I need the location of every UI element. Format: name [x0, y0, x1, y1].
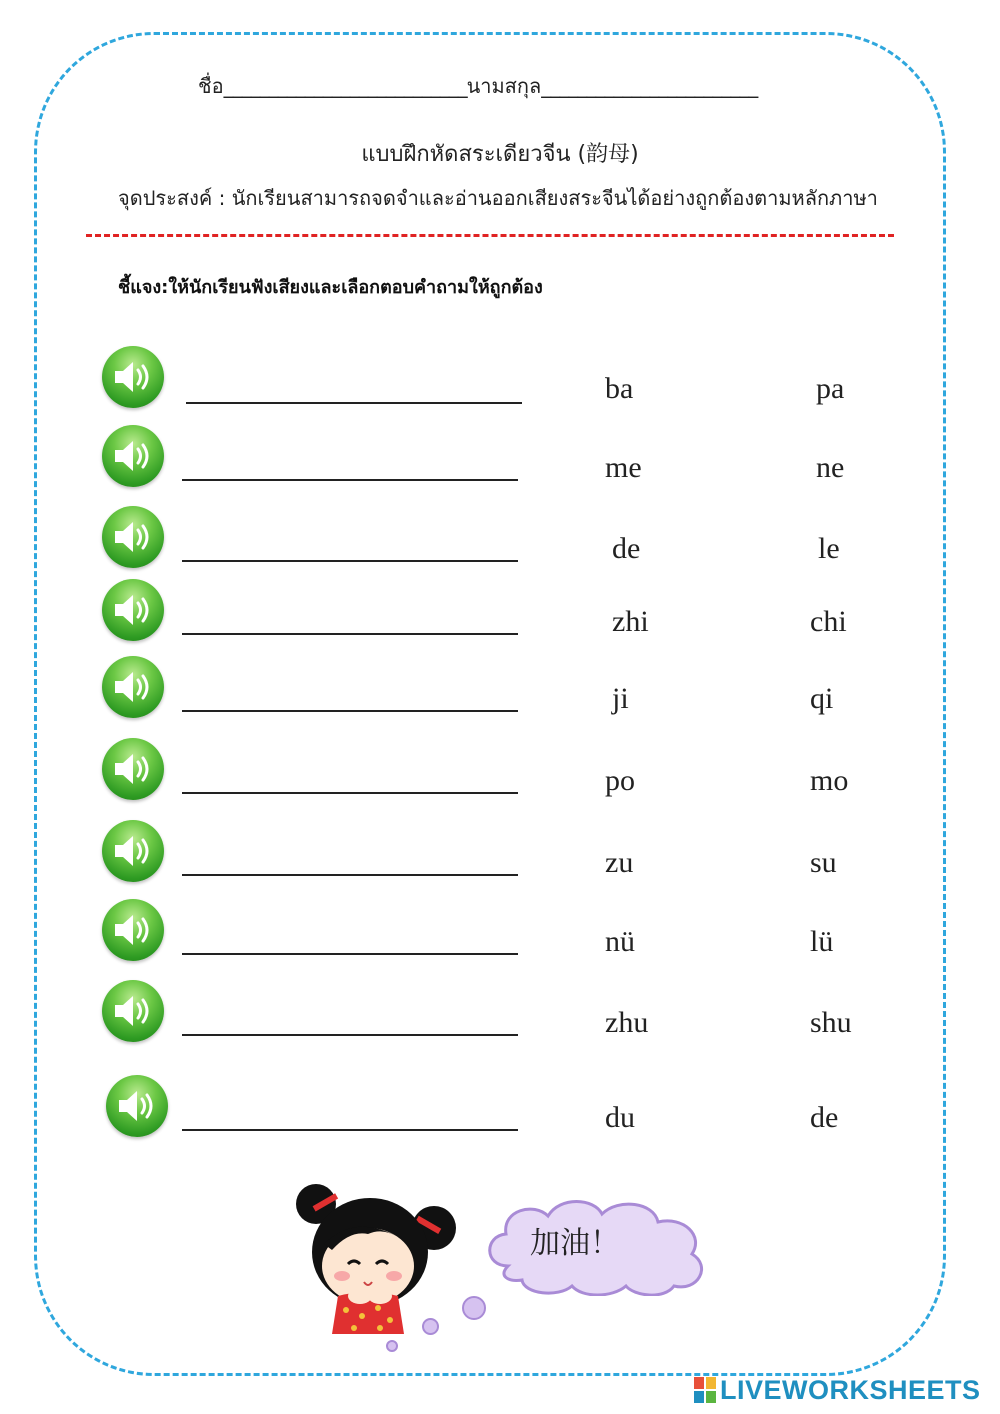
- question-row: [0, 579, 1000, 649]
- option-b[interactable]: de: [810, 1101, 839, 1134]
- option-a[interactable]: nü: [605, 925, 635, 958]
- question-row: [0, 346, 1000, 416]
- speaker-icon[interactable]: [102, 899, 164, 961]
- speaker-icon[interactable]: [102, 820, 164, 882]
- thought-bubble-small: [386, 1340, 398, 1352]
- option-a[interactable]: zhi: [612, 605, 649, 638]
- speaker-icon[interactable]: [102, 506, 164, 568]
- question-row: [0, 738, 1000, 808]
- thought-bubble-large: [462, 1296, 486, 1320]
- answer-blank[interactable]: [182, 792, 518, 794]
- worksheet-title: แบบฝึกหัดสระเดียวจีน (韵母): [361, 142, 639, 167]
- answer-blank[interactable]: [186, 402, 522, 404]
- option-a[interactable]: zu: [605, 846, 634, 879]
- option-b[interactable]: ne: [816, 451, 845, 484]
- last-name-blank[interactable]: ________________________: [541, 74, 758, 98]
- question-row: [0, 425, 1000, 495]
- option-b[interactable]: su: [810, 846, 837, 879]
- option-b[interactable]: chi: [810, 605, 847, 638]
- first-name-blank[interactable]: ___________________________: [223, 74, 467, 98]
- thought-bubble-medium: [422, 1318, 439, 1335]
- speaker-icon[interactable]: [102, 656, 164, 718]
- speaker-icon[interactable]: [102, 346, 164, 408]
- option-b[interactable]: mo: [810, 764, 849, 797]
- girl-illustration: [284, 1184, 464, 1344]
- option-b[interactable]: qi: [810, 682, 834, 715]
- first-name-label: ชื่อ: [198, 74, 224, 98]
- option-b[interactable]: pa: [816, 372, 845, 405]
- answer-blank[interactable]: [182, 874, 518, 876]
- brand-name: LIVEWORKSHEETS: [720, 1374, 981, 1405]
- answer-blank[interactable]: [182, 710, 518, 712]
- question-row: [0, 1075, 1000, 1145]
- question-row: [0, 820, 1000, 890]
- speaker-icon[interactable]: [106, 1075, 168, 1137]
- option-b[interactable]: le: [818, 532, 840, 565]
- option-a[interactable]: du: [605, 1101, 635, 1134]
- answer-blank[interactable]: [182, 1129, 518, 1131]
- question-row: [0, 899, 1000, 969]
- instruction: ชี้แจง:ให้นักเรียนฟังเสียงและเลือกตอบคำถามให้ถูกต้อง: [118, 277, 543, 298]
- answer-blank[interactable]: [182, 479, 518, 481]
- name-fields: [198, 70, 818, 102]
- option-a[interactable]: me: [605, 451, 642, 484]
- option-a[interactable]: ji: [612, 682, 629, 715]
- brand-footer: [694, 1375, 981, 1405]
- brand-logo-icon: [694, 1377, 716, 1403]
- speaker-icon[interactable]: [102, 579, 164, 641]
- option-a[interactable]: zhu: [605, 1006, 649, 1039]
- option-a[interactable]: ba: [605, 372, 634, 405]
- answer-blank[interactable]: [182, 633, 518, 635]
- speaker-icon[interactable]: [102, 980, 164, 1042]
- divider: [86, 234, 894, 237]
- option-b[interactable]: lü: [810, 925, 834, 958]
- option-a[interactable]: po: [605, 764, 635, 797]
- question-row: [0, 980, 1000, 1050]
- answer-blank[interactable]: [182, 953, 518, 955]
- answer-blank[interactable]: [182, 1034, 518, 1036]
- speaker-icon[interactable]: [102, 738, 164, 800]
- question-row: [0, 506, 1000, 576]
- last-name-label: นามสกุล: [466, 74, 542, 98]
- option-a[interactable]: de: [612, 532, 641, 565]
- cheer-text: 加油！: [530, 1226, 620, 1261]
- question-row: [0, 656, 1000, 726]
- answer-blank[interactable]: [182, 560, 518, 562]
- option-b[interactable]: shu: [810, 1006, 852, 1039]
- speaker-icon[interactable]: [102, 425, 164, 487]
- worksheet-objective: จุดประสงค์ : นักเรียนสามารถจดจำและอ่านออกเสียงสระจีนได้อย่างถูกต้องตามหลักภาษา: [118, 186, 878, 210]
